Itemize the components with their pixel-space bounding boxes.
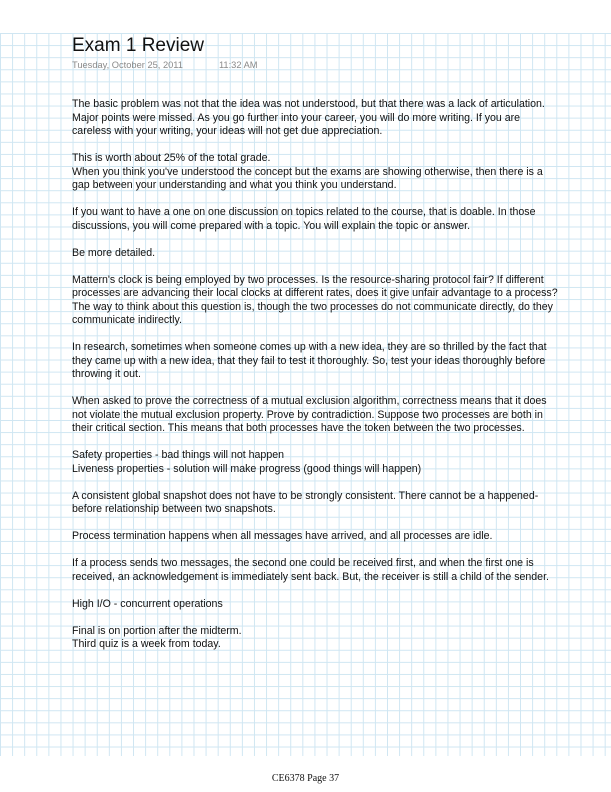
note-line: communicate indirectly.: [72, 314, 182, 326]
note-line: Liveness properties - solution will make progress (good things will happen): [72, 462, 422, 475]
note-paragraph: [72, 341, 592, 382]
note-line: When you think you've understood the concept but the exams are showing otherwise, then there is a: [72, 165, 543, 178]
note-paragraph: [72, 274, 592, 328]
note-line: they came up with a new idea, that they fail to test it thoroughly. So, test your ideas thoroughly before: [72, 354, 546, 367]
note-line: Third quiz is a week from today.: [72, 638, 221, 650]
note-paragraph: [72, 395, 592, 436]
note-paragraph: [72, 206, 592, 233]
note-paragraph: [72, 598, 592, 612]
note-line: throwing it out.: [72, 368, 141, 380]
note-line: The basic problem was not that the idea was not understood, but that there was a lack of articulation.: [72, 98, 545, 110]
note-line: before relationship between two snapshots.: [72, 503, 276, 515]
note-line: Final is on portion after the midterm.: [72, 624, 242, 637]
note-line: Major points were missed. As you go further into your career, you will do more writing. If you are: [72, 111, 521, 124]
note-line: If you want to have a one on one discussion on topics related to the course, that is doable. In those: [72, 206, 536, 218]
note-paragraph: [72, 247, 592, 261]
note-line: High I/O - concurrent operations: [72, 597, 223, 610]
note-line: When asked to prove the correctness of a mutual exclusion algorithm, correctness means that it does: [72, 395, 547, 407]
note-line: not violate the mutual exclusion property. Prove by contradiction. Suppose two processes are both in: [72, 408, 543, 421]
page-footer: CE6378 Page 37: [271, 773, 340, 784]
note-line: Mattern's clock is being employed by two processes. Is the resource-sharing protocol fair? If different: [72, 273, 544, 286]
note-line: If a process sends two messages, the second one could be received first, and when the first one is: [72, 557, 534, 569]
note-line: discussions, you will come prepared with a topic. You will explain the topic or answer.: [72, 219, 471, 232]
note-body[interactable]: [72, 98, 592, 652]
note-line: their critical section. This means that both processes have the token between the two processes.: [72, 422, 525, 434]
page-date: Tuesday, October 25, 2011: [72, 60, 183, 70]
note-line: This is worth about 25% of the total grade.: [72, 152, 271, 164]
note-line: Safety properties - bad things will not happen: [72, 449, 285, 461]
note-paragraph: [72, 625, 592, 652]
note-line: careless with your writing, your ideas will not get due appreciation.: [72, 125, 383, 137]
note-paragraph: [72, 490, 592, 517]
note-line: The way to think about this question is, though the two processes do not communicate directly, do they: [72, 300, 553, 313]
page-title: Exam 1 Review: [72, 35, 204, 56]
note-line: In research, sometimes when someone comes up with a new idea, they are so thrilled by the fact that: [72, 341, 547, 353]
note-paragraph: [72, 152, 592, 193]
note-line: Be more detailed.: [72, 246, 156, 259]
note-line: Process termination happens when all messages have arrived, and all processes are idle.: [72, 530, 493, 542]
note-paragraph: [72, 557, 592, 584]
note-paragraph: [72, 449, 592, 476]
note-line: processes are advancing their local clocks at different rates, does it give unfair advantage to a process?: [72, 287, 558, 299]
page-timestamp: [72, 58, 592, 72]
page-time: 11:32 AM: [218, 60, 258, 70]
note-line: received, an acknowledgement is immediately sent back. But, the receiver is still a child of the sender.: [72, 570, 549, 583]
note-line: gap between your understanding and what you think you understand.: [72, 179, 397, 191]
note-line: A consistent global snapshot does not have to be strongly consistent. There cannot be a happened-: [72, 489, 539, 502]
note-paragraph: [72, 530, 592, 544]
note-page: [72, 34, 592, 665]
note-paragraph: [72, 98, 592, 139]
